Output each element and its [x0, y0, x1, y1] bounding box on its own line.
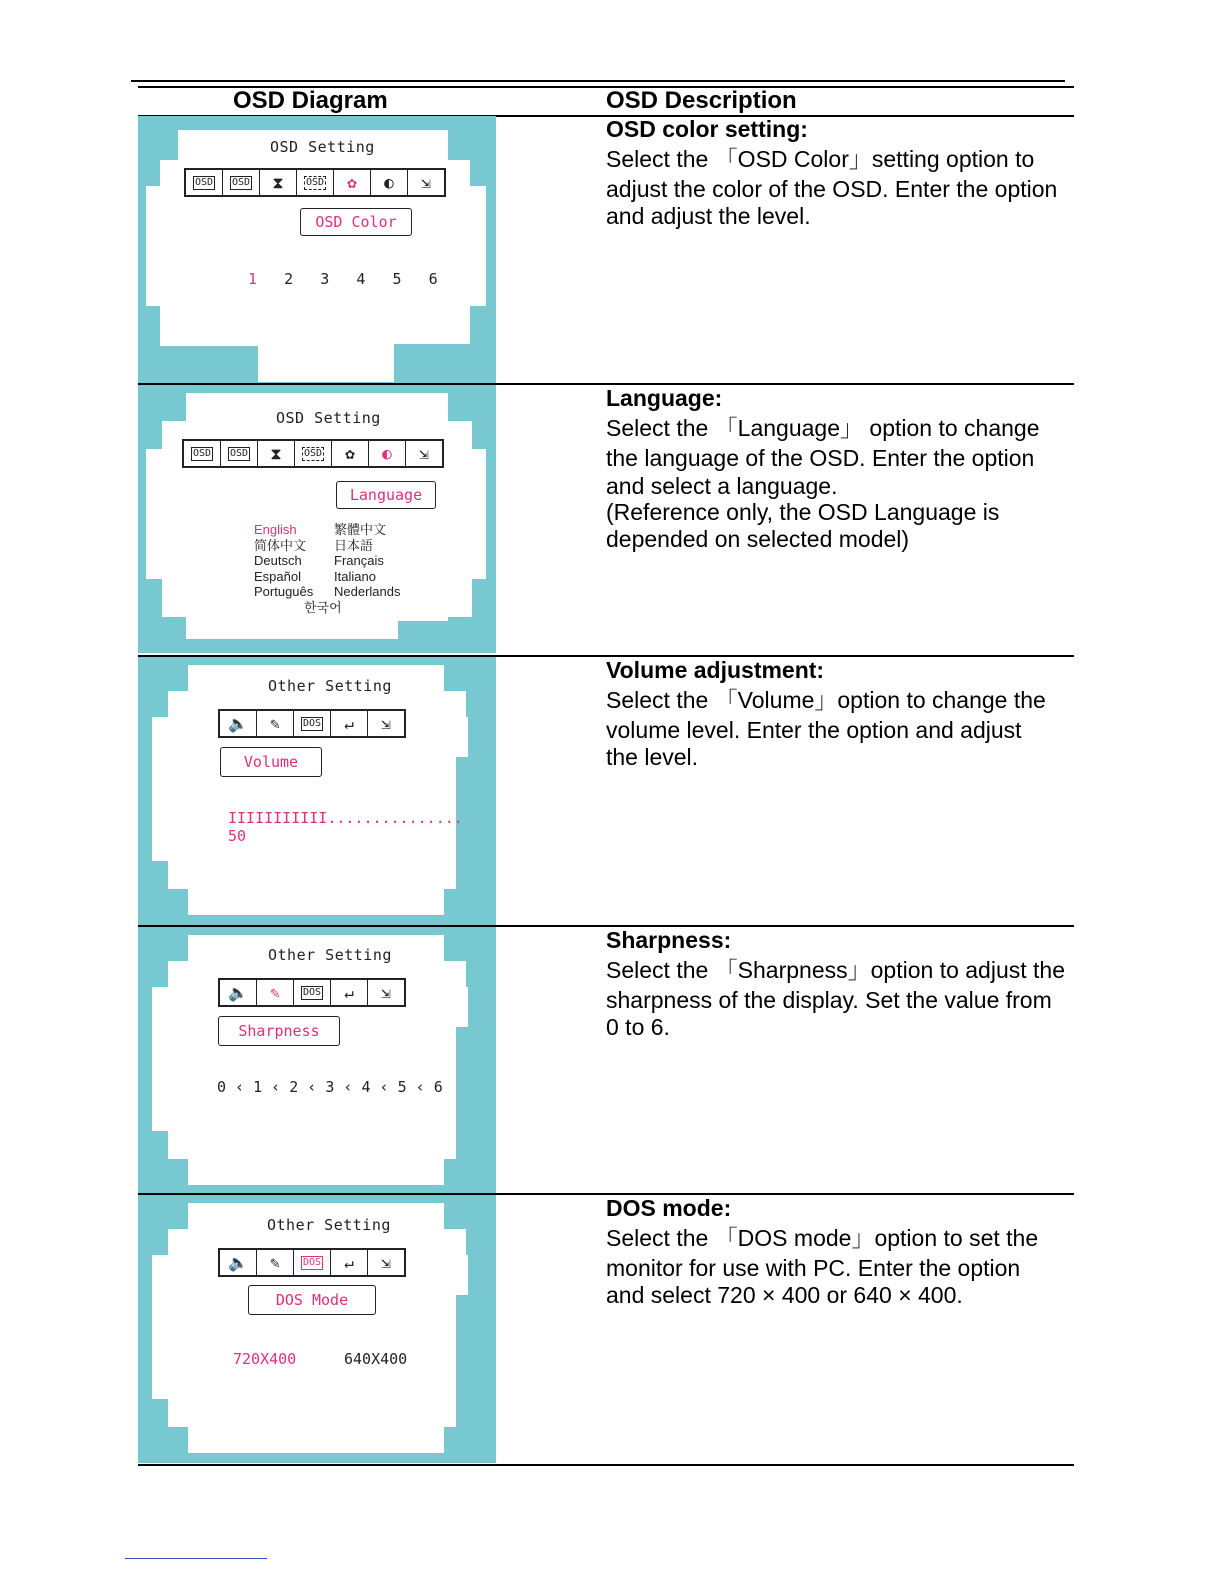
- volume-icon[interactable]: 🔈: [220, 1250, 257, 1275]
- footnote-rule: [125, 1558, 267, 1559]
- language-option[interactable]: English: [254, 522, 297, 537]
- level-5[interactable]: 5: [392, 270, 402, 288]
- exit-icon[interactable]: ⇲: [419, 444, 429, 463]
- desc-line: Select the 「Sharpness」option to adjust the: [606, 956, 1066, 983]
- desc-line: sharpness of the display. Set the value from: [606, 986, 1052, 1013]
- osd-timer-icon[interactable]: ⧗: [260, 170, 297, 195]
- osd-title: OSD Setting: [270, 138, 375, 156]
- dos-mode-label: DOS Mode: [248, 1285, 376, 1315]
- desc-line: depended on selected model): [606, 525, 910, 552]
- osd-position-icon[interactable]: OSD: [184, 441, 221, 466]
- other-icon-bar: [218, 1248, 406, 1277]
- osd-icon-bar: [182, 439, 444, 468]
- desc-title: Sharpness:: [606, 927, 732, 953]
- desc-line: and adjust the level.: [606, 202, 811, 229]
- level-2[interactable]: 2: [284, 270, 294, 288]
- row-dos-mode: [138, 1195, 1074, 1465]
- volume-value: 50: [228, 827, 247, 845]
- osd-color-icon[interactable]: ✿: [332, 441, 369, 466]
- osd-background-icon[interactable]: OSD: [295, 441, 332, 466]
- sharpness-icon[interactable]: ✎: [257, 980, 294, 1005]
- dos-mode-icon[interactable]: DOS: [294, 980, 331, 1005]
- dos-mode-icon[interactable]: DOS: [294, 1250, 331, 1275]
- desc-title: Language:: [606, 385, 723, 411]
- language-option[interactable]: Deutsch: [254, 553, 302, 568]
- dos-mode-icon[interactable]: DOS: [294, 711, 331, 736]
- language-option[interactable]: Português: [254, 584, 314, 599]
- desc-line: (Reference only, the OSD Language is: [606, 498, 1000, 525]
- return-icon[interactable]: ↵: [331, 1250, 368, 1275]
- volume-bar: IIIIIIIIIII...............: [228, 809, 463, 827]
- osd-color-label: OSD Color: [300, 208, 412, 236]
- description-volume: [606, 657, 1076, 769]
- volume-label: Volume: [220, 747, 322, 777]
- desc-line: 0 to 6.: [606, 1013, 670, 1040]
- sharpness-scale[interactable]: 0 ‹ 1 ‹ 2 ‹ 3 ‹ 4 ‹ 5 ‹ 6: [217, 1078, 443, 1096]
- osd-title: Other Setting: [268, 946, 392, 964]
- desc-line: Select the 「DOS mode」option to set the: [606, 1224, 1039, 1251]
- language-option[interactable]: 简体中文: [254, 537, 307, 553]
- desc-line: monitor for use with PC. Enter the option: [606, 1254, 1021, 1281]
- other-icon-bar: [218, 709, 406, 738]
- level-1[interactable]: 1: [248, 270, 258, 288]
- desc-line: and select 720 × 400 or 640 × 400.: [606, 1281, 963, 1308]
- osd-transparency-icon[interactable]: OSD: [221, 441, 258, 466]
- osd-timer-icon[interactable]: ⧗: [258, 441, 295, 466]
- header-osd-description: OSD Description: [606, 87, 797, 114]
- row-sharpness: [138, 927, 1074, 1197]
- description-sharpness: [606, 927, 1076, 1039]
- desc-line: the language of the OSD. Enter the option: [606, 444, 1035, 471]
- exit-icon[interactable]: ⇲: [381, 1253, 391, 1272]
- language-globe-icon[interactable]: ◐: [371, 170, 408, 195]
- language-list-col2: [334, 522, 401, 600]
- top-rule-thin: [131, 80, 1065, 82]
- row-language: [138, 385, 1074, 655]
- sharpness-label: Sharpness: [218, 1016, 340, 1046]
- header-osd-diagram: OSD Diagram: [233, 87, 388, 114]
- description-osd-color: [606, 116, 1076, 228]
- sharpness-icon[interactable]: ✎: [257, 711, 294, 736]
- osd-title: Other Setting: [268, 677, 392, 695]
- desc-line: Select the 「Language」 option to change: [606, 414, 1040, 441]
- volume-slider[interactable]: [228, 809, 496, 845]
- row-osd-color: [138, 116, 1074, 386]
- return-icon[interactable]: ↵: [331, 980, 368, 1005]
- level-4[interactable]: 4: [356, 270, 366, 288]
- osd-color-icon[interactable]: ✿: [334, 170, 371, 195]
- exit-icon[interactable]: ⇲: [421, 173, 431, 192]
- osd-color-levels: [248, 270, 438, 288]
- exit-icon[interactable]: ⇲: [381, 983, 391, 1002]
- sharpness-icon[interactable]: ✎: [257, 1250, 294, 1275]
- osd-title: OSD Setting: [276, 409, 381, 427]
- osd-icon-bar: [184, 168, 446, 197]
- volume-icon[interactable]: 🔈: [220, 711, 257, 736]
- desc-line: and select a language.: [606, 472, 838, 499]
- description-language: [606, 385, 1076, 553]
- desc-line: the level.: [606, 743, 699, 770]
- osd-title: Other Setting: [267, 1216, 391, 1234]
- desc-line: volume level. Enter the option and adjust: [606, 716, 1022, 743]
- row-volume: [138, 657, 1074, 927]
- exit-icon[interactable]: ⇲: [381, 714, 391, 733]
- osd-background-icon[interactable]: OSD: [297, 170, 334, 195]
- bottom-rule: [138, 1464, 1074, 1466]
- volume-icon[interactable]: 🔈: [220, 980, 257, 1005]
- dos-mode-option-720[interactable]: 720X400: [233, 1350, 297, 1368]
- level-6[interactable]: 6: [428, 270, 438, 288]
- language-option[interactable]: Français: [334, 553, 384, 568]
- language-option[interactable]: 한국어: [304, 600, 342, 615]
- language-label: Language: [336, 481, 436, 509]
- desc-title: Volume adjustment:: [606, 657, 825, 683]
- desc-line: Select the 「Volume」option to change the: [606, 686, 1046, 713]
- other-icon-bar: [218, 978, 406, 1007]
- level-3[interactable]: 3: [320, 270, 330, 288]
- description-dos-mode: [606, 1195, 1076, 1307]
- language-option[interactable]: Italiano: [334, 568, 376, 584]
- osd-transparency-icon[interactable]: OSD: [223, 170, 260, 195]
- dos-mode-option-640[interactable]: 640X400: [344, 1350, 408, 1368]
- language-option[interactable]: 繁體中文: [334, 522, 387, 537]
- language-option[interactable]: 日本語: [334, 537, 374, 553]
- language-globe-icon[interactable]: ◐: [369, 441, 406, 466]
- desc-title: DOS mode:: [606, 1195, 732, 1221]
- language-option[interactable]: Nederlands: [334, 584, 401, 599]
- return-icon[interactable]: ↵: [331, 711, 368, 736]
- language-list-col1: [254, 522, 313, 600]
- language-option[interactable]: Español: [254, 568, 301, 584]
- desc-title: OSD color setting:: [606, 116, 808, 142]
- desc-line: Select the 「OSD Color」setting option to: [606, 145, 1035, 172]
- osd-position-icon[interactable]: OSD: [186, 170, 223, 195]
- desc-line: adjust the color of the OSD. Enter the option: [606, 175, 1058, 202]
